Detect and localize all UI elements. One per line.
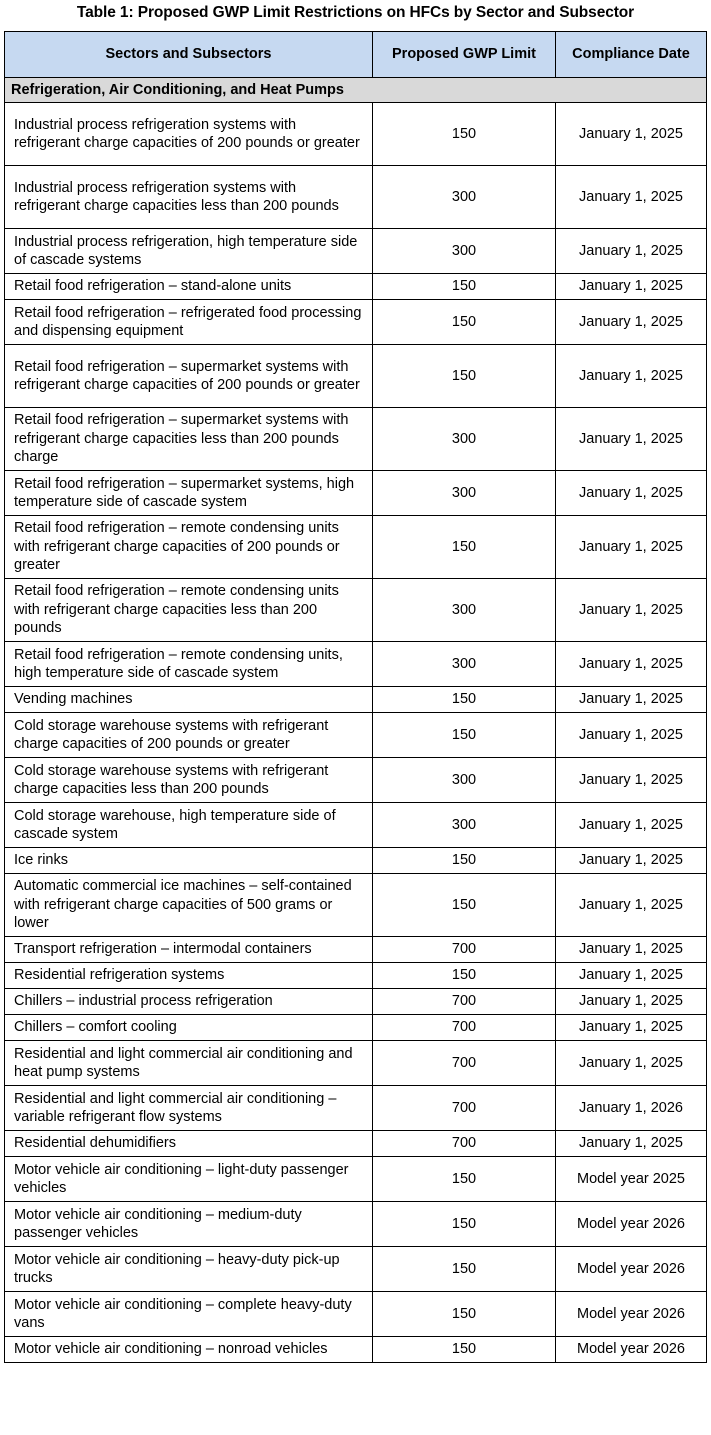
compliance-date-cell: January 1, 2025 [556,642,707,687]
sector-cell: Cold storage warehouse systems with refrigerant charge capacities less than 200 pounds [5,758,373,803]
table-row [5,1202,707,1247]
compliance-date-cell: January 1, 2025 [556,758,707,803]
section-title: Refrigeration, Air Conditioning, and Heat Pumps [5,78,707,103]
table-row [5,642,707,687]
gwp-limit-cell: 300 [373,408,556,471]
gwp-limit-cell: 150 [373,345,556,408]
gwp-limit-cell: 150 [373,516,556,579]
gwp-limit-cell: 150 [373,1337,556,1363]
compliance-date-cell: January 1, 2025 [556,803,707,848]
sector-cell: Cold storage warehouse systems with refrigerant charge capacities of 200 pounds or greater [5,713,373,758]
table-row [5,1015,707,1041]
sector-cell: Retail food refrigeration – remote condensing units with refrigerant charge capacities of 200 pounds or greater [5,516,373,579]
sector-cell: Chillers – industrial process refrigeration [5,989,373,1015]
gwp-limit-cell: 700 [373,1086,556,1131]
sector-cell: Industrial process refrigeration systems with refrigerant charge capacities of 200 pounds or greater [5,103,373,166]
sector-cell: Industrial process refrigeration, high temperature side of cascade systems [5,229,373,274]
table-row [5,166,707,229]
gwp-limit-cell: 700 [373,989,556,1015]
table-caption: Table 1: Proposed GWP Limit Restrictions on HFCs by Sector and Subsector [76,4,635,21]
table-row [5,989,707,1015]
table-row [5,874,707,937]
sector-cell: Motor vehicle air conditioning – complete heavy-duty vans [5,1292,373,1337]
table-row [5,963,707,989]
table-row [5,758,707,803]
sector-cell: Residential dehumidifiers [5,1131,373,1157]
sector-cell: Motor vehicle air conditioning – light-duty passenger vehicles [5,1157,373,1202]
table-row [5,848,707,874]
gwp-limit-cell: 150 [373,1202,556,1247]
compliance-date-cell: January 1, 2025 [556,713,707,758]
table-row [5,1131,707,1157]
table-row [5,274,707,300]
table-row [5,1292,707,1337]
gwp-limit-cell: 150 [373,848,556,874]
compliance-date-cell: January 1, 2025 [556,166,707,229]
table-row [5,1157,707,1202]
sector-cell: Industrial process refrigeration systems with refrigerant charge capacities less than 200 pounds [5,166,373,229]
gwp-limit-cell: 300 [373,642,556,687]
gwp-limit-cell: 300 [373,229,556,274]
sector-cell: Residential and light commercial air conditioning and heat pump systems [5,1041,373,1086]
compliance-date-cell: January 1, 2025 [556,345,707,408]
header-date: Compliance Date [556,32,707,78]
compliance-date-cell: January 1, 2026 [556,1086,707,1131]
gwp-limit-cell: 300 [373,579,556,642]
compliance-date-cell: January 1, 2025 [556,103,707,166]
gwp-limit-cell: 300 [373,758,556,803]
table-row [5,687,707,713]
compliance-date-cell: January 1, 2025 [556,687,707,713]
table-row [5,471,707,516]
table-row [5,103,707,166]
sector-cell: Chillers – comfort cooling [5,1015,373,1041]
gwp-limit-cell: 300 [373,471,556,516]
gwp-limit-cell: 150 [373,713,556,758]
gwp-limit-cell: 700 [373,1015,556,1041]
gwp-limit-cell: 700 [373,937,556,963]
sector-cell: Residential and light commercial air conditioning – variable refrigerant flow systems [5,1086,373,1131]
gwp-limit-cell: 150 [373,274,556,300]
table-row [5,1247,707,1292]
table-row [5,408,707,471]
table-row [5,1041,707,1086]
compliance-date-cell: Model year 2026 [556,1247,707,1292]
header-sector: Sectors and Subsectors [5,32,373,78]
compliance-date-cell: January 1, 2025 [556,408,707,471]
sector-cell: Retail food refrigeration – supermarket systems, high temperature side of cascade system [5,471,373,516]
table-row [5,937,707,963]
gwp-limit-cell: 150 [373,300,556,345]
sector-cell: Vending machines [5,687,373,713]
table-row [5,713,707,758]
compliance-date-cell: January 1, 2025 [556,1015,707,1041]
gwp-limits-table [4,31,707,1363]
compliance-date-cell: January 1, 2025 [556,229,707,274]
table-row [5,229,707,274]
table-row [5,300,707,345]
gwp-limit-cell: 150 [373,874,556,937]
gwp-limit-cell: 150 [373,103,556,166]
compliance-date-cell: January 1, 2025 [556,874,707,937]
gwp-limit-cell: 700 [373,1041,556,1086]
gwp-limit-cell: 150 [373,963,556,989]
sector-cell: Motor vehicle air conditioning – heavy-duty pick-up trucks [5,1247,373,1292]
compliance-date-cell: January 1, 2025 [556,516,707,579]
sector-cell: Ice rinks [5,848,373,874]
gwp-limit-cell: 700 [373,1131,556,1157]
compliance-date-cell: January 1, 2025 [556,1131,707,1157]
compliance-date-cell: January 1, 2025 [556,274,707,300]
sector-cell: Retail food refrigeration – refrigerated food processing and dispensing equipment [5,300,373,345]
compliance-date-cell: Model year 2026 [556,1292,707,1337]
table-row [5,803,707,848]
compliance-date-cell: Model year 2025 [556,1157,707,1202]
table-row [5,1337,707,1363]
compliance-date-cell: January 1, 2025 [556,848,707,874]
compliance-date-cell: January 1, 2025 [556,1041,707,1086]
gwp-limit-cell: 300 [373,803,556,848]
sector-cell: Retail food refrigeration – stand-alone units [5,274,373,300]
sector-cell: Retail food refrigeration – remote condensing units with refrigerant charge capacities less than 200 pounds [5,579,373,642]
gwp-limit-cell: 150 [373,1157,556,1202]
compliance-date-cell: Model year 2026 [556,1202,707,1247]
sector-cell: Motor vehicle air conditioning – medium-duty passenger vehicles [5,1202,373,1247]
sector-cell: Residential refrigeration systems [5,963,373,989]
compliance-date-cell: January 1, 2025 [556,963,707,989]
sector-cell: Retail food refrigeration – supermarket systems with refrigerant charge capacities of 200 pounds or greater [5,345,373,408]
header-limit: Proposed GWP Limit [373,32,556,78]
header-row [5,32,707,78]
compliance-date-cell: January 1, 2025 [556,471,707,516]
sector-cell: Motor vehicle air conditioning – nonroad vehicles [5,1337,373,1363]
table-row [5,579,707,642]
compliance-date-cell: Model year 2026 [556,1337,707,1363]
sector-cell: Transport refrigeration – intermodal containers [5,937,373,963]
compliance-date-cell: January 1, 2025 [556,300,707,345]
gwp-limit-cell: 150 [373,687,556,713]
section-row [5,78,707,103]
sector-cell: Cold storage warehouse, high temperature side of cascade system [5,803,373,848]
compliance-date-cell: January 1, 2025 [556,579,707,642]
sector-cell: Retail food refrigeration – supermarket systems with refrigerant charge capacities less than 200 pounds charge [5,408,373,471]
sector-cell: Automatic commercial ice machines – self-contained with refrigerant charge capacities of 500 grams or lower [5,874,373,937]
gwp-limit-cell: 150 [373,1292,556,1337]
compliance-date-cell: January 1, 2025 [556,989,707,1015]
gwp-limit-cell: 300 [373,166,556,229]
table-row [5,516,707,579]
table-row [5,345,707,408]
compliance-date-cell: January 1, 2025 [556,937,707,963]
table-row [5,1086,707,1131]
gwp-limit-cell: 150 [373,1247,556,1292]
sector-cell: Retail food refrigeration – remote condensing units, high temperature side of cascade system [5,642,373,687]
